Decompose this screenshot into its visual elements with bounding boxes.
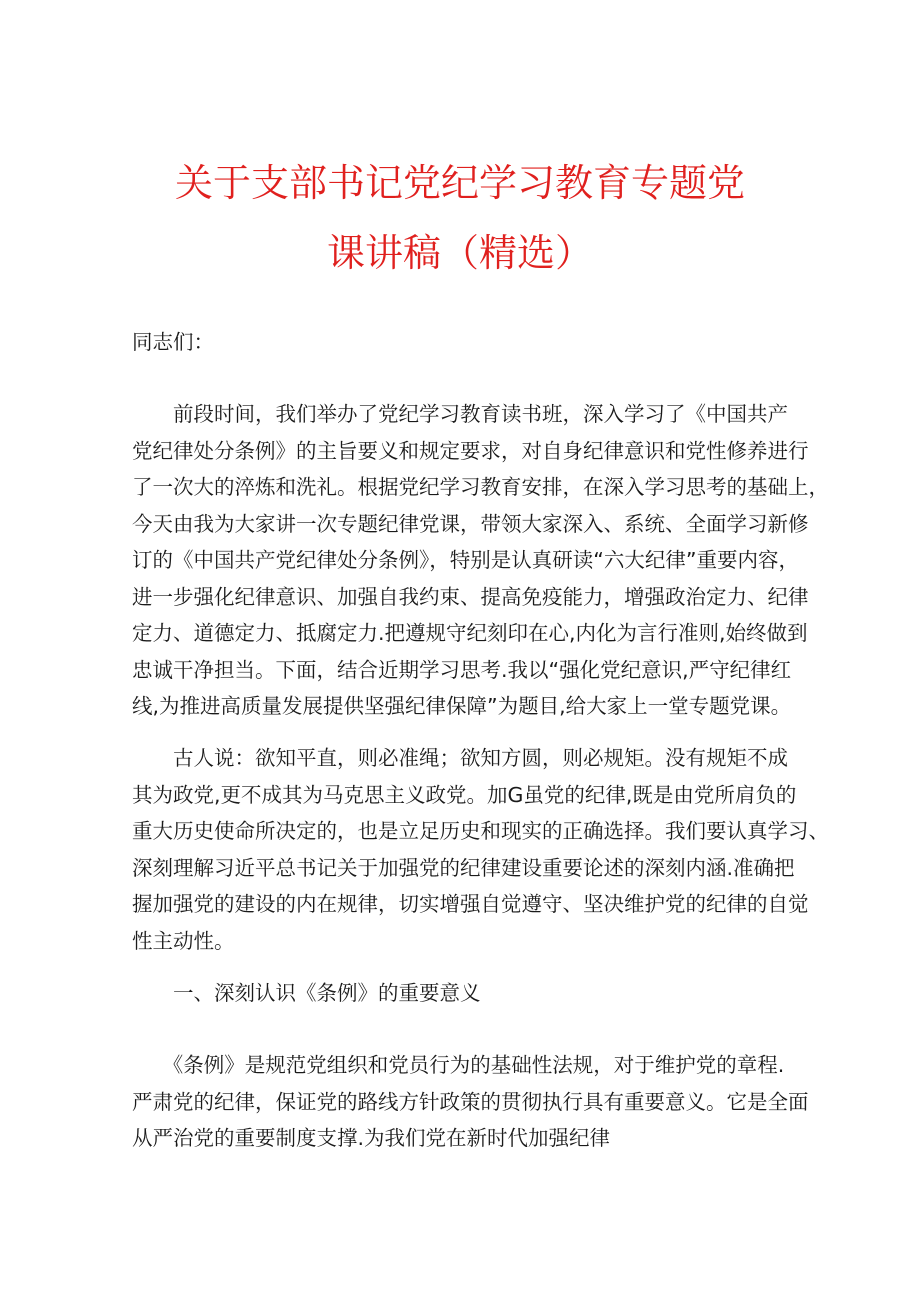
paragraph-line: 深刻理解习近平总书记关于加强党的纪律建设重要论述的深刻内涵.准确把 (132, 855, 795, 880)
paragraph-line: 《条例》是规范党组织和党员行为的基础性法规，对于维护党的章程. (132, 1053, 785, 1077)
paragraph-line: 党纪律处分条例》的主旨要义和规定要求，对自身纪律意识和党性修养进行 (132, 438, 809, 463)
paragraph-line: 从严治党的重要制度支撑.为我们党在新时代加强纪律 (132, 1126, 611, 1150)
paragraph-line: 重大历史使命所决定的，也是立足历史和现实的正确选择。我们要认真学习、 (132, 819, 829, 843)
paragraph-line: 其为政党,更不成其为马克思主义政党。加G虽党的纪律,既是由党所肩负的 (132, 782, 797, 807)
section-heading-text: 一、深刻认识《条例》的重要意义 (132, 981, 481, 1005)
paragraph-line: 握加强党的建设的内在规律，切实增强自觉遵守、坚决维护党的纪律的自觉 (132, 892, 809, 916)
paragraph-ancients (132, 740, 829, 959)
title-line-1: 关于支部书记党纪学习教育专题党 (174, 161, 745, 205)
paragraph-introduction (132, 396, 829, 725)
paragraph-line: 定力、道德定力、抵腐定力.把遵规守纪刻印在心,内化为言行准则,始终做到 (132, 621, 808, 645)
paragraph-line: 忠诚干净担当。下面，结合近期学习思考.我以“强化党纪意识,严守纪律红 (132, 657, 792, 682)
salutation (132, 324, 792, 361)
paragraph-line: 前段时间，我们举办了党纪学习教育读书班，深入学习了《中国共产 (132, 402, 788, 426)
salutation-text: 同志们： (132, 330, 214, 354)
paragraph-line: 订的《中国共产党纪律处分条例》，特别是认真研读“六大纪律”重要内容， (132, 548, 799, 572)
paragraph-line: 严肃党的纪律，保证党的路线方针政策的贯彻执行具有重要意义。它是全面 (132, 1089, 809, 1114)
document-title (120, 148, 800, 288)
title-line-2: 课讲稿（精选） (326, 231, 593, 275)
paragraph-line: 了一次大的淬炼和洗礼。根据党纪学习教育安排，在深入学习思考的基础上， (132, 475, 829, 499)
paragraph-line: 今天由我为大家讲一次专题纪律党课，带领大家深入、系统、全面学习新修 (132, 511, 809, 536)
paragraph-line: 线,为推进高质量发展提供坚强纪律保障”为题目,给大家上一堂专题党课。 (132, 694, 792, 718)
paragraph-line: 古人说：欲知平直，则必准绳；欲知方圆，则必规矩。没有规矩不成 (132, 746, 788, 770)
section-heading-1 (132, 975, 792, 1012)
paragraph-line: 性主动性。 (132, 928, 235, 953)
paragraph-line: 进一步强化纪律意识、加强自我约束、提高免疫能力，增强政治定力、纪律 (132, 584, 809, 609)
paragraph-regulations (132, 1047, 809, 1157)
